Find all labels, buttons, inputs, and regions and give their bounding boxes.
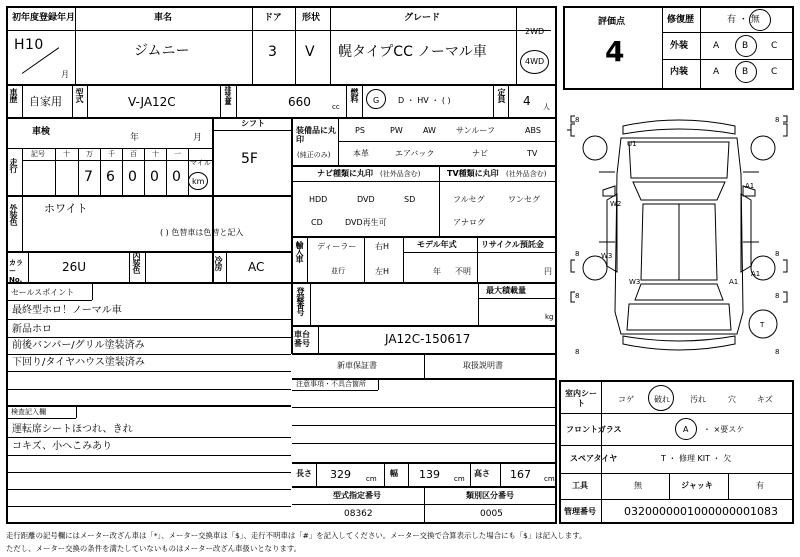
- equipment-sub: (純正のみ): [297, 151, 331, 159]
- import-left: 左H: [375, 267, 390, 276]
- mileage-mile-label: マイル: [190, 159, 211, 167]
- car-hood: [629, 142, 729, 178]
- usage-value: 自家用: [29, 95, 62, 108]
- equipment-item: サンルーフ: [456, 126, 495, 135]
- import-parallel: 並行: [331, 267, 345, 275]
- inspection-label: 車検: [32, 127, 51, 137]
- equipment-item: ABS: [525, 126, 541, 135]
- recycle-label: リサイクル預託金: [481, 240, 544, 249]
- reg-no-label: 登録番号: [296, 287, 305, 315]
- sales-point-line: 新品ホロ: [12, 324, 52, 335]
- drive-4wd-circle: [520, 50, 549, 74]
- evaluation-score: 4: [605, 35, 625, 68]
- fuel-g: G: [373, 96, 380, 105]
- height-value: 167: [510, 468, 531, 481]
- spare-options: T ・ 修理 KIT ・ 欠: [661, 454, 732, 463]
- chassis-label: 車台番号: [294, 330, 310, 348]
- tv-note: (社外品含む): [506, 170, 547, 178]
- max-load-label: 最大積載量: [486, 286, 526, 295]
- shift-label: シフト: [241, 119, 265, 128]
- mileage-km: km: [192, 177, 205, 186]
- interior-circle: [735, 61, 757, 83]
- drive-4wd: 4WD: [525, 57, 545, 66]
- aircon-label: 冷房: [214, 256, 223, 270]
- color-no-label: カラーNo.: [9, 259, 23, 284]
- color-value: ホワイト: [44, 202, 88, 215]
- height-unit: cm: [544, 475, 555, 483]
- warranty-label: 新車保証書: [337, 361, 377, 370]
- interior-c: C: [771, 67, 778, 77]
- inspection-month: 月: [193, 133, 203, 143]
- import-right: 右H: [375, 242, 390, 251]
- mileage-digit: 6: [106, 169, 115, 185]
- tire-label-bl: 8: [575, 348, 580, 356]
- car-name-value: ジムニー: [134, 43, 190, 59]
- mileage-digit-label: 十: [152, 150, 159, 158]
- damage-mark-w3-rear: W3: [629, 278, 641, 286]
- notes-label: 注意事項・不具合箇所: [296, 380, 366, 388]
- car-tailgate: [627, 304, 731, 330]
- damage-mark-w2: W2: [610, 200, 622, 208]
- recycle-unit: 円: [544, 267, 552, 276]
- spare-tire-label: T: [760, 321, 765, 329]
- navi-title: ナビ種類に丸印: [317, 169, 373, 178]
- tv-item: フルセグ: [453, 195, 485, 204]
- navi-note: (社外品含む): [380, 170, 421, 178]
- sales-point-line: 最終型ホロ！ノーマル車: [12, 305, 122, 316]
- sales-point-label: セールスポイント: [11, 288, 75, 297]
- tire-label-rl: 8: [575, 292, 580, 300]
- seat-circle: [648, 385, 674, 411]
- mileage-digit: 7: [84, 169, 93, 185]
- tire-label-fr: 8: [775, 116, 780, 124]
- import-label: 輸入車: [295, 241, 304, 262]
- car-windshield: [633, 182, 725, 200]
- repair-label: 修復歴: [667, 15, 695, 25]
- sales-point-line: 下回り/タイヤハウス塗装済み: [12, 357, 145, 368]
- equipment-item: PW: [390, 126, 403, 135]
- length-label: 長さ: [296, 469, 312, 478]
- fuel-label: 燃料: [350, 88, 359, 102]
- damage-mark-a1-rear: A1: [751, 270, 761, 278]
- repair-circle: [749, 9, 771, 31]
- evaluation-label: 評価点: [598, 17, 626, 27]
- windshield-a: A: [683, 425, 689, 434]
- equipment-item: エアバック: [395, 149, 435, 158]
- model-label: 型式: [75, 88, 84, 102]
- windshield-rest: ・ ×要スケ: [703, 425, 745, 434]
- displacement-label: 排気量: [224, 86, 232, 104]
- front-bumper: [623, 120, 735, 134]
- reg-year-month-unit: 月: [61, 70, 69, 79]
- inspector-label: 検査記入欄: [11, 408, 46, 416]
- shape-value: V: [305, 44, 315, 60]
- navi-item: HDD: [309, 195, 328, 204]
- seat-item: 穴: [728, 395, 736, 404]
- windshield-label: フロントガラス: [566, 425, 622, 434]
- seat-label: 室内シート: [565, 389, 597, 408]
- model-year-label: モデル年式: [417, 240, 457, 249]
- mgmt-label: 管理番号: [564, 507, 596, 516]
- tire-label-ml: 8: [575, 250, 580, 258]
- exterior-b: B: [742, 41, 749, 51]
- capacity-unit: 人: [543, 103, 550, 111]
- model-year-year: 年: [433, 267, 441, 276]
- car-name-label: 車名: [154, 13, 173, 23]
- sales-point-line: 前後バンパー/グリル塗装済み: [12, 340, 145, 351]
- rear-bumper: [623, 336, 735, 350]
- tire-label-br: 8: [775, 348, 780, 356]
- width-unit: cm: [454, 475, 465, 483]
- equipment-item: TV: [527, 149, 538, 158]
- mileage-unit-label: 記号: [31, 150, 45, 158]
- tire-label-rr: 8: [775, 292, 780, 300]
- class-no-value: 0005: [480, 509, 503, 519]
- tire-fl: [583, 136, 607, 160]
- mileage-km-circle: [188, 172, 208, 190]
- navi-item: DVD: [357, 195, 375, 204]
- manual-label: 取扱説明書: [463, 361, 503, 370]
- tools-value: 無: [634, 481, 642, 490]
- navi-item: CD: [311, 218, 323, 227]
- windshield-circle: [675, 418, 697, 440]
- displacement-unit: cc: [332, 103, 340, 111]
- mileage-digit-label: 万: [86, 150, 93, 158]
- exterior-a: A: [713, 41, 720, 51]
- capacity-value: 4: [523, 94, 531, 108]
- tools-label: 工具: [572, 481, 588, 490]
- exterior-circle: [735, 35, 757, 57]
- max-load-unit: kg: [545, 313, 554, 321]
- import-dealer: ディーラー: [317, 242, 357, 251]
- mileage-digit: 0: [128, 169, 137, 185]
- mgmt-value: 0320000001000000001083: [624, 505, 778, 518]
- shape-label: 形状: [302, 13, 321, 23]
- door-label: ドア: [264, 13, 282, 23]
- damage-mark-w3-left: W3: [601, 252, 613, 260]
- seat-item: 破れ: [654, 395, 670, 404]
- model-value: V-JA12C: [128, 95, 176, 109]
- damage-mark-u1: U1: [627, 140, 637, 148]
- mileage-digit: 0: [150, 169, 159, 185]
- mileage-digit-label: 十: [63, 150, 70, 158]
- tire-fr: [751, 136, 775, 160]
- grade-value: 幌タイプCC ノーマル車: [338, 44, 487, 60]
- tv-item: アナログ: [453, 218, 485, 227]
- car-damage-diagram: [563, 112, 796, 367]
- left-mirror: [603, 186, 615, 196]
- mileage-digit: 0: [172, 169, 181, 185]
- mileage-digit-label: 百: [130, 150, 137, 158]
- navi-item: SD: [404, 195, 416, 204]
- capacity-label: 定員: [497, 88, 506, 102]
- jack-label: ジャッキ: [681, 481, 713, 490]
- seat-item: キズ: [757, 395, 773, 404]
- footer-note-2: ただし、メーター交換の条件を満たしていないものはメーター改ざん車扱いとなります。: [6, 544, 302, 553]
- footer-note-1: 走行距離の記号欄にはメーター改ざん車は「*」、メーター交換車は「$」、走行不明車は「#」を記入してください。メーター交換で合算表示した場合にも「$」は記入します。: [6, 531, 587, 540]
- fuel-options: D ・ HV ・ ( ): [398, 96, 451, 105]
- damage-mark-a1-rear-right: A1: [729, 278, 739, 286]
- mileage-label: 走行: [9, 158, 18, 172]
- length-unit: cm: [366, 475, 377, 483]
- interior-color-label: 内装色: [132, 252, 141, 273]
- interior-label: 内装: [670, 67, 689, 77]
- fuel-circle: [366, 89, 386, 109]
- inspector-line: 運転席シートほつれ、きれ: [12, 424, 133, 435]
- type-no-value: 08362: [344, 509, 373, 519]
- inspector-line: コキズ、小へこみあり: [12, 441, 113, 452]
- color-note: ( ) 色替車は色替と記入: [160, 228, 244, 237]
- usage-label: 車歴: [9, 88, 18, 102]
- tire-label-mr: 8: [775, 250, 780, 258]
- interior-a: A: [713, 67, 720, 77]
- reg-year-label: 初年度登録年月: [12, 13, 76, 23]
- type-no-label: 型式指定番号: [333, 491, 381, 500]
- equipment-item: 本革: [353, 149, 369, 158]
- damage-mark-a1-front-right: A1: [745, 182, 755, 190]
- interior-b: B: [742, 67, 749, 77]
- width-label: 幅: [390, 469, 398, 478]
- spare-label: スペアタイヤ: [570, 454, 618, 463]
- exterior-label: 外装: [670, 41, 689, 51]
- tv-item: ワンセグ: [508, 195, 540, 204]
- repair-options: 有 ・ 無: [727, 15, 760, 25]
- mileage-digit-label: 千: [108, 150, 115, 158]
- length-value: 329: [330, 468, 351, 481]
- equipment-label: 装備品に丸印: [296, 126, 336, 144]
- seat-item: 汚れ: [690, 395, 706, 404]
- width-value: 139: [419, 468, 440, 481]
- exterior-c: C: [771, 41, 778, 51]
- jack-value: 有: [756, 481, 764, 490]
- grade-label: グレード: [404, 13, 441, 23]
- model-year-unknown: 不明: [455, 267, 471, 276]
- shift-value: 5F: [241, 151, 258, 167]
- equipment-item: AW: [423, 126, 436, 135]
- equipment-item: PS: [355, 126, 365, 135]
- inspection-year: 年: [130, 133, 140, 143]
- seat-item: コゲ: [618, 395, 634, 404]
- mileage-digit-label: 一: [174, 150, 181, 158]
- drive-2wd: 2WD: [525, 27, 545, 36]
- height-label: 高さ: [474, 469, 490, 478]
- door-value: 3: [268, 44, 277, 60]
- tire-label-fl: 8: [575, 116, 580, 124]
- car-rear-window: [635, 284, 723, 300]
- reg-year-value: H10: [14, 37, 44, 53]
- aircon-value: AC: [248, 260, 265, 274]
- color-no-value: 26U: [62, 260, 87, 274]
- chassis-value: JA12C-150617: [385, 332, 471, 346]
- color-label: 外装色: [9, 204, 18, 225]
- class-no-label: 類別区分番号: [466, 491, 514, 500]
- displacement-value: 660: [288, 95, 311, 109]
- equipment-item: ナビ: [472, 149, 488, 158]
- navi-item: DVD再生可: [345, 218, 387, 227]
- tv-title: TV種類に丸印: [447, 169, 499, 178]
